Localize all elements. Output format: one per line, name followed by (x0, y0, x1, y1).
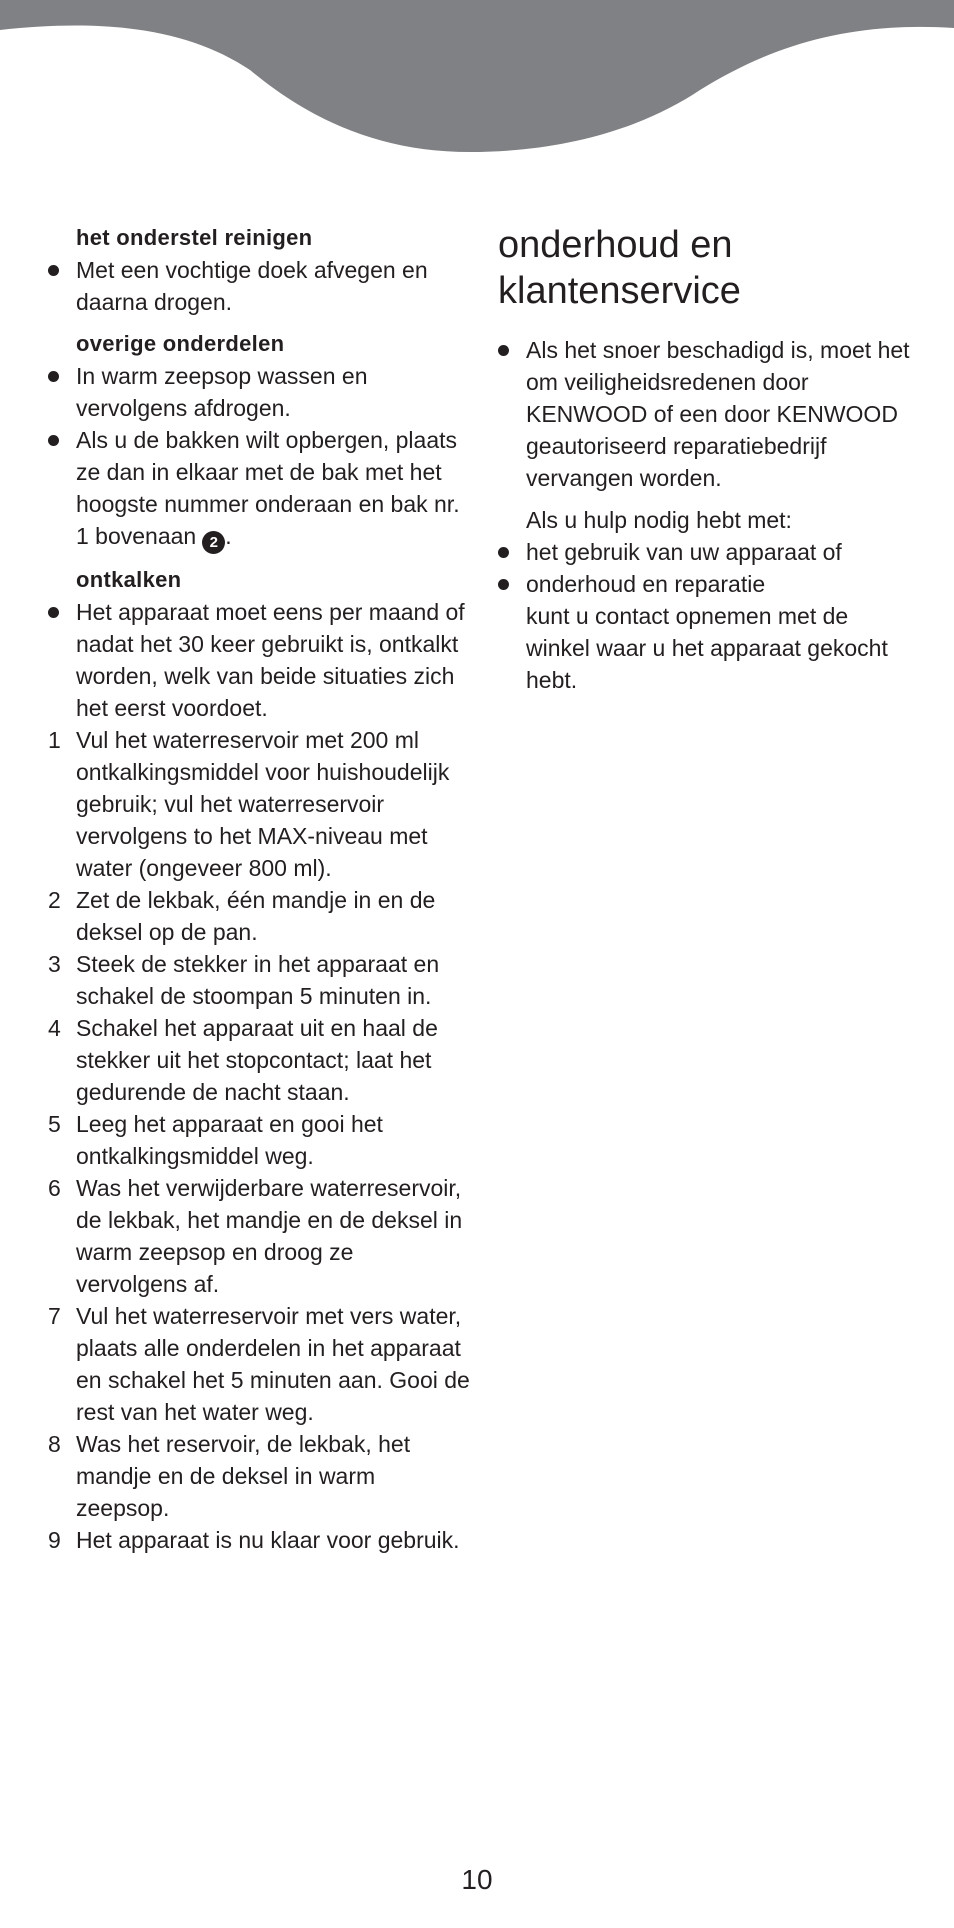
list-item-text: het gebruik van uw apparaat of (526, 539, 842, 565)
step-item (40, 1300, 470, 1428)
step-text: Vul het waterreservoir met vers water, plaats alle onderdelen in het apparaat en schakel het 5 minuten aan. Gooi de rest van het water weg. (76, 1303, 470, 1425)
bullet-icon (48, 371, 59, 382)
step-number: 9 (48, 1527, 61, 1553)
heading-descaling: ontkalken (76, 567, 182, 592)
list-item (490, 568, 910, 600)
section-title: onderhoud en klantenservice (498, 224, 741, 312)
list-item-text: Als u de bakken wilt opbergen, plaats ze dan in elkaar met de bak met het hoogste nummer onderaan en bak nr. 1 bovenaan (76, 427, 460, 549)
heading-clean-base: het onderstel reinigen (76, 225, 313, 250)
step-item (40, 1172, 470, 1300)
list-item (490, 334, 910, 494)
step-item (40, 1012, 470, 1108)
right-column (490, 222, 910, 696)
step-number: 7 (48, 1303, 61, 1329)
step-number: 4 (48, 1015, 61, 1041)
list-item (490, 536, 910, 568)
bullet-icon (498, 547, 509, 558)
step-item (40, 884, 470, 948)
step-item (40, 1428, 470, 1524)
page-number: 10 (461, 1864, 493, 1895)
step-text: Was het reservoir, de lekbak, het mandje en de deksel in warm zeepsop. (76, 1431, 411, 1521)
contact-closing: kunt u contact opnemen met de winkel waar u het apparaat gekocht hebt. (526, 603, 888, 693)
list-item-text-end: . (225, 523, 232, 549)
bullet-icon (498, 345, 509, 356)
left-column (40, 222, 470, 1556)
bullet-icon (48, 435, 59, 446)
bullet-icon (498, 579, 509, 590)
step-item (40, 948, 470, 1012)
figure-reference-badge: 2 (202, 531, 225, 554)
list-item (40, 254, 470, 318)
list-item-text: Het apparaat moet eens per maand of nadat het 30 keer gebruikt is, ontkalkt worden, welk van beide situaties zich het eerst voordoet. (76, 599, 465, 721)
step-number: 5 (48, 1111, 61, 1137)
step-number: 8 (48, 1431, 61, 1457)
bullet-icon (48, 265, 59, 276)
list-item-text: In warm zeepsop wassen en vervolgens afdrogen. (76, 363, 368, 421)
step-number: 3 (48, 951, 61, 977)
list-item (40, 596, 470, 724)
list-item (40, 360, 470, 424)
list-item-text: Als het snoer beschadigd is, moet het om veiligheidsredenen door KENWOOD of een door KENWOOD geautoriseerd reparatiebedrijf vervangen worden. (526, 337, 910, 491)
bullet-icon (48, 607, 59, 618)
step-number: 6 (48, 1175, 61, 1201)
step-item (40, 1524, 470, 1556)
step-number: 2 (48, 887, 61, 913)
heading-other-parts: overige onderdelen (76, 331, 285, 356)
header-wave-decoration (0, 0, 954, 160)
step-text: Het apparaat is nu klaar voor gebruik. (76, 1527, 460, 1553)
step-text: Was het verwijderbare waterreservoir, de lekbak, het mandje en de deksel in warm zeepsop en droog ze vervolgens af. (76, 1175, 463, 1297)
step-text: Zet de lekbak, één mandje in en de deksel op de pan. (76, 887, 436, 945)
step-item (40, 1108, 470, 1172)
step-text: Vul het waterreservoir met 200 ml ontkalkingsmiddel voor huishoudelijk gebruik; vul het waterreservoir vervolgens to het MAX-niveau met water (ongeveer 800 ml). (76, 727, 450, 881)
list-item-text: onderhoud en reparatie (526, 571, 766, 597)
list-item (40, 424, 470, 554)
list-item-text: Met een vochtige doek afvegen en daarna drogen. (76, 257, 428, 315)
step-text: Leeg het apparaat en gooi het ontkalkingsmiddel weg. (76, 1111, 383, 1169)
step-text: Steek de stekker in het apparaat en schakel de stoompan 5 minuten in. (76, 951, 440, 1009)
step-text: Schakel het apparaat uit en haal de stekker uit het stopcontact; laat het gedurende de nacht staan. (76, 1015, 438, 1105)
step-item (40, 724, 470, 884)
step-number: 1 (48, 727, 61, 753)
help-intro: Als u hulp nodig hebt met: (526, 507, 792, 533)
